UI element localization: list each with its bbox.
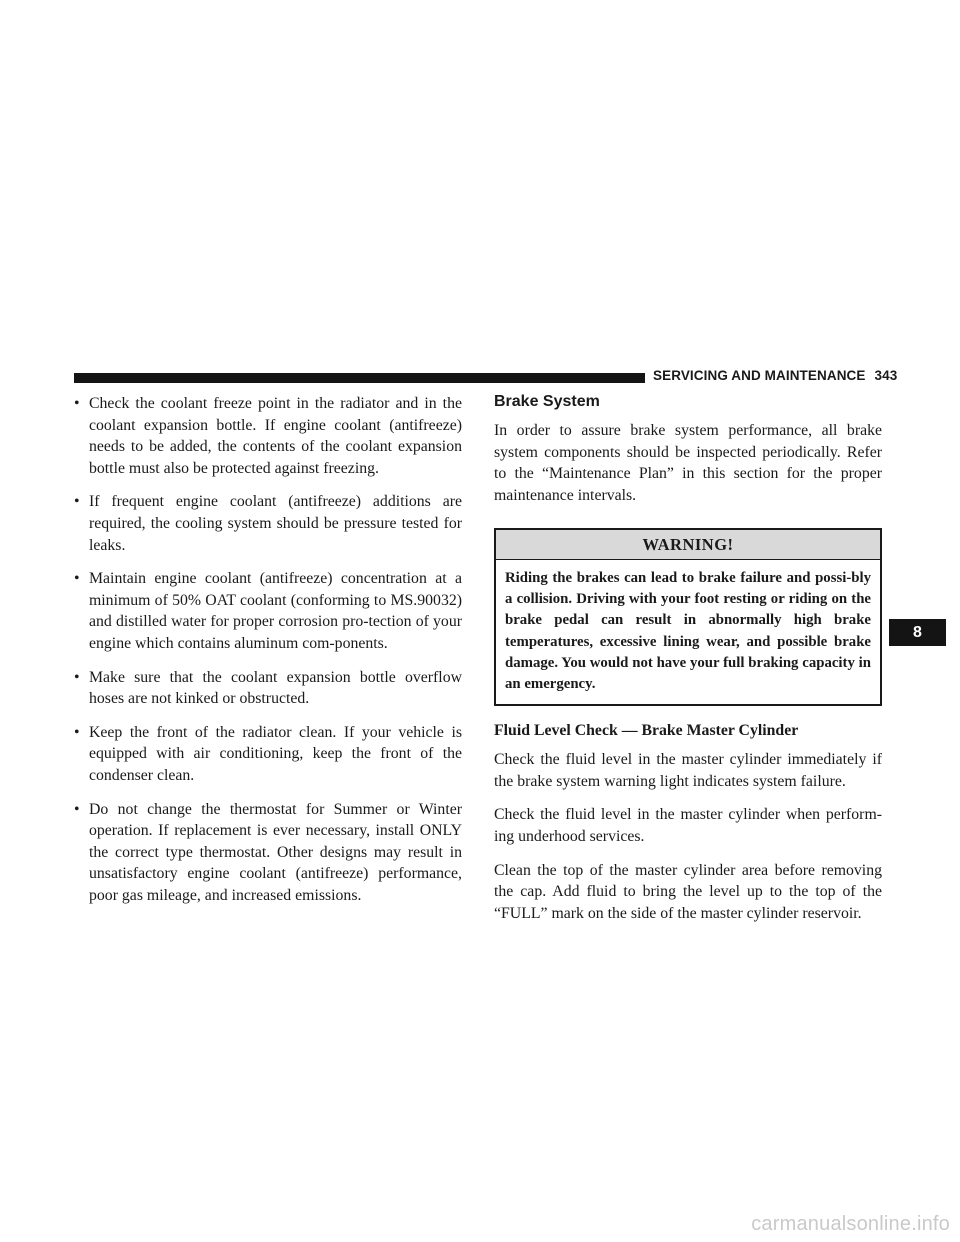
bullet-icon: • [74, 570, 80, 588]
warning-box [494, 528, 882, 706]
bullet-icon: • [74, 668, 80, 686]
chapter-tab[interactable]: 8 [889, 619, 946, 646]
warning-title: WARNING! [496, 530, 880, 560]
bullet-text: If frequent engine coolant (antifreeze) additions are required, the cooling system should be pressure tested for leaks. [89, 493, 462, 554]
watermark: carmanualsonline.info [751, 1213, 950, 1235]
left-column [74, 393, 462, 918]
bullet-icon: • [74, 493, 80, 511]
bullet-text: Make sure that the coolant expansion bottle overflow hoses are not kinked or obstructed. [89, 668, 462, 708]
bullet-icon: • [74, 395, 80, 412]
paragraph: Check the fluid level in the master cylinder immediately if the brake system warning light indicates system failure. [494, 751, 882, 790]
subsection-title: Fluid Level Check — Brake Master Cylinder [494, 722, 799, 740]
intro-paragraph: In order to assure brake system performance, all brake system components should be inspected periodically. Refer to the “Maintenance Plan” in this section for the proper maintenance intervals. [494, 422, 882, 504]
warning-body: Riding the brakes can lead to brake failure and possi-bly a collision. Driving with your foot resting or riding on the brake pedal can result in abnormally high brake temperatures, excessive lining wear, and possible brake damage. You would not have your full braking capacity in an emergency. [505, 569, 871, 692]
list-item [74, 568, 462, 654]
bullet-icon: • [74, 723, 80, 741]
bullet-text: Keep the front of the radiator clean. If your vehicle is equipped with air conditioning, keep the front of the condenser clean. [89, 723, 462, 784]
list-item [74, 667, 462, 710]
list-item [74, 799, 462, 907]
list-item [74, 722, 462, 787]
bullet-text: Do not change the thermostat for Summer or Winter operation. If replacement is ever necessary, install ONLY the correct type thermostat. Other designs may result in unsatisfactory engine coolant (antifreeze) performance, poor gas mileage, and increased emissions. [89, 800, 462, 904]
bullet-icon: • [74, 800, 80, 818]
right-column [494, 391, 882, 936]
page-number: 343 [874, 368, 898, 383]
header-rule [74, 373, 645, 383]
header-title: SERVICING AND MAINTENANCE [653, 368, 866, 383]
paragraph: Clean the top of the master cylinder area before removing the cap. Add fluid to bring the level up to the top of the “FULL” mark on the side of the master cylinder reservoir. [494, 861, 882, 922]
list-item [74, 491, 462, 556]
section-title: Brake System [494, 393, 600, 410]
list-item [74, 393, 462, 479]
paragraph: Check the fluid level in the master cylinder when perform-ing underhood services. [494, 806, 882, 845]
bullet-text: Check the coolant freeze point in the radiator and in the coolant expansion bottle. If engine coolant (antifreeze) needs to be added, the contents of the coolant expansion bottle must also be protected against freezing. [89, 395, 462, 477]
bullet-text: Maintain engine coolant (antifreeze) concentration at a minimum of 50% OAT coolant (conforming to MS.90032) and distilled water for proper corrosion pro-tection of your engine which contains aluminum com-ponents. [89, 570, 462, 652]
running-header [653, 368, 897, 383]
